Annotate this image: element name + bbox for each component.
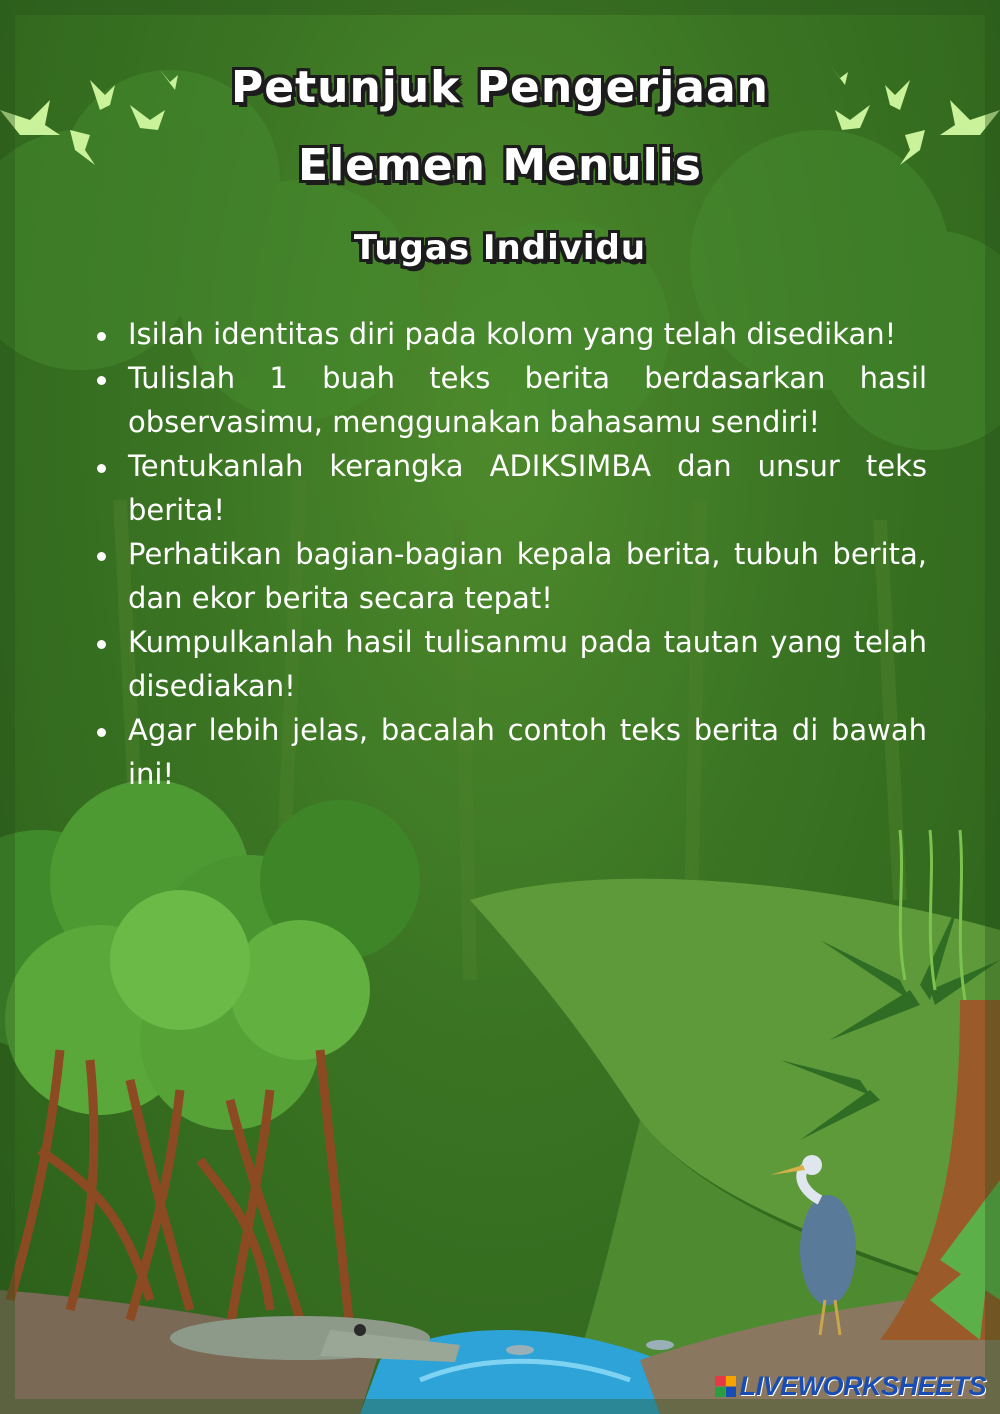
instruction-item: Perhatikan bagian-bagian kepala berita, tubuh berita, dan ekor berita secara tepat! [95,532,927,620]
logo-text: LIVEWORKSHEETS [739,1371,986,1401]
instruction-item: Isilah identitas diri pada kolom yang telah disedikan! [95,312,927,356]
instruction-list [95,312,927,796]
page-title-line2: Elemen Menulis [298,140,702,191]
instruction-item: Tentukanlah kerangka ADIKSIMBA dan unsur teks berita! [95,444,927,532]
page-title-line1: Petunjuk Pengerjaan [231,62,769,113]
instruction-item: Tulislah 1 buah teks berita berdasarkan hasil observasimu, menggunakan bahasamu sendiri! [95,356,927,444]
instruction-item: Agar lebih jelas, bacalah contoh teks berita di bawah ini! [95,708,927,796]
logo-grid-icon [715,1376,736,1397]
page-subtitle: Tugas Individu [353,228,647,268]
left-mangrove-canopy [0,780,420,1130]
liveworksheets-logo[interactable] [715,1371,986,1402]
instruction-item: Kumpulkanlah hasil tulisanmu pada tautan yang telah disediakan! [95,620,927,708]
